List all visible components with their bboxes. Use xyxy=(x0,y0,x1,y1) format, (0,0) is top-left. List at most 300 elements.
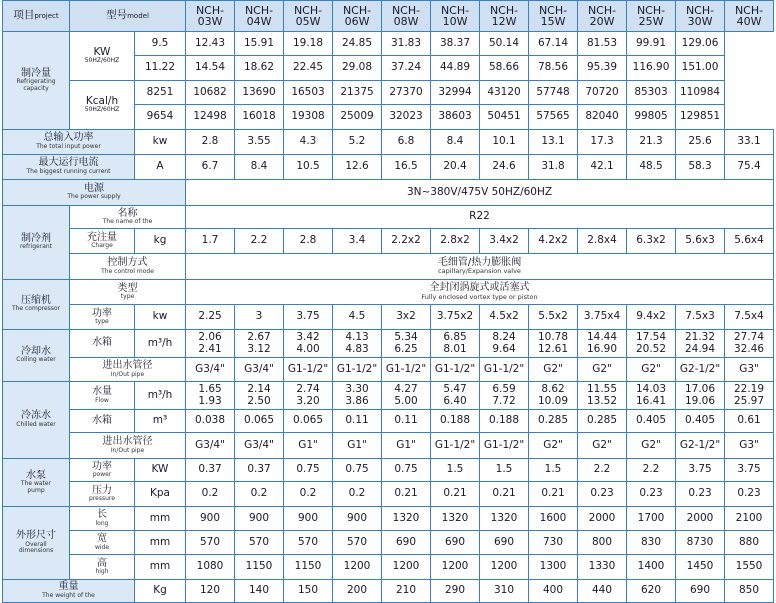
value-cell: 75.4 xyxy=(725,155,774,180)
refrigerant-name-label xyxy=(70,206,186,229)
unit-cell xyxy=(135,531,186,555)
model-prefix: NCH- xyxy=(244,4,274,17)
value-cell: 37.24 xyxy=(382,56,431,81)
value-cell: G1-1/2" xyxy=(431,433,480,459)
label-en: dimensions xyxy=(18,547,54,555)
model-en: model xyxy=(127,12,149,21)
value-cell: 570 xyxy=(333,531,382,555)
value-cell: 1700 xyxy=(627,507,676,531)
value-cell: G3/4" xyxy=(235,433,284,459)
label-en: Refrigerating xyxy=(16,78,56,86)
value-cell: 12498 xyxy=(186,105,235,130)
cooling-water-pipe-row xyxy=(3,358,774,382)
label-en: Colling water xyxy=(16,356,56,364)
label-en: Overall xyxy=(25,540,47,548)
model-column-header xyxy=(578,1,627,32)
value-cell: 67.14 xyxy=(529,32,578,56)
value-cell: G1-1/2" xyxy=(284,358,333,382)
model-code: 15W xyxy=(540,15,566,28)
value-cell: 880 xyxy=(725,531,774,555)
value-50hz: 6.85 xyxy=(443,331,467,344)
value-cell: 0.188 xyxy=(431,410,480,433)
length-label xyxy=(70,507,135,531)
value-50hz: 8.24 xyxy=(492,331,516,344)
unit: KW xyxy=(93,46,111,59)
value-cell: 6.3x2 xyxy=(627,229,676,254)
value-cell xyxy=(725,382,774,410)
cooling-kw-unit xyxy=(70,32,135,81)
value-cell xyxy=(725,330,774,358)
value-cell: 0.21 xyxy=(480,482,529,507)
label-en: The power supply xyxy=(67,193,121,201)
value-cell: 19.18 xyxy=(284,32,333,56)
unit: A xyxy=(156,160,164,173)
sublabel-en: Flow xyxy=(95,396,109,404)
value-cell: 50451 xyxy=(480,105,529,130)
value-cell xyxy=(235,382,284,410)
value-cell xyxy=(333,330,382,358)
unit-cell xyxy=(135,555,186,580)
model-column-header xyxy=(627,1,676,32)
value-cell: 2.2 xyxy=(235,229,284,254)
value-cell: G3/4" xyxy=(235,358,284,382)
sublabel-cn: 控制方式 xyxy=(107,257,148,269)
value-cell: 4.3 xyxy=(284,130,333,155)
length-row xyxy=(3,507,774,531)
weight-label xyxy=(3,580,135,603)
current-row xyxy=(3,155,774,180)
sublabel-en: high xyxy=(95,568,109,576)
compressor-type-label xyxy=(70,280,186,305)
value-60hz: 25.97 xyxy=(733,394,765,407)
unit-cell xyxy=(135,130,186,155)
cooling-kcal50-row xyxy=(3,81,774,105)
model-prefix: NCH- xyxy=(391,4,421,17)
value-cell xyxy=(627,382,676,410)
value-cell: 2.2 xyxy=(627,459,676,482)
value-50hz: 2.74 xyxy=(296,383,320,396)
value-cell: 32023 xyxy=(382,105,431,130)
label-cn: 重量 xyxy=(58,581,79,593)
value-cell: 2.2x2 xyxy=(382,229,431,254)
header-row xyxy=(3,1,774,32)
cooling-kw50-row xyxy=(3,32,774,56)
value-cell: 1.5 xyxy=(431,459,480,482)
value-cell: G1-1/2" xyxy=(382,358,431,382)
label-en: Chilled water xyxy=(16,420,56,428)
chilled-water-pipe-row xyxy=(3,433,774,459)
refrigerant-name-value: R22 xyxy=(186,206,774,229)
cooling-water-tank-row xyxy=(3,330,774,358)
sublabel-en: type xyxy=(120,293,135,301)
model-code: 06W xyxy=(344,15,370,28)
value-cell xyxy=(480,330,529,358)
pump-power-label xyxy=(70,459,135,482)
value-cell: 0.75 xyxy=(382,459,431,482)
unit: Kg xyxy=(153,584,167,597)
unit-cell xyxy=(135,507,186,531)
value-cell: 900 xyxy=(186,507,235,531)
unit-sub: 50HZ/60HZ xyxy=(84,57,120,65)
cooling-water-label xyxy=(3,330,70,382)
value-cell: 57748 xyxy=(529,81,578,105)
compressor-type-row xyxy=(3,280,774,305)
value-cell: 15.91 xyxy=(235,32,284,56)
sublabel-cn: 功率 xyxy=(92,307,112,319)
label-en: The biggest running current xyxy=(26,167,111,175)
unit: Kcal/h xyxy=(85,95,119,108)
model-column-header xyxy=(725,1,774,32)
value-cell: 0.23 xyxy=(627,482,676,507)
value-50hz: 8.62 xyxy=(541,383,565,396)
label-en: pump xyxy=(27,486,45,494)
value-60hz: 16.90 xyxy=(586,342,618,355)
value-60hz: 8.01 xyxy=(443,342,467,355)
value-cell: 2.2 xyxy=(578,459,627,482)
value-cell: 690 xyxy=(431,531,480,555)
value-cell xyxy=(627,330,676,358)
project-cn: 项目 xyxy=(13,9,35,22)
value-cell: 31.8 xyxy=(529,155,578,180)
value-60hz: 4.83 xyxy=(345,342,369,355)
value-cell: 151.00 xyxy=(676,56,725,81)
value-cell: 5.5x2 xyxy=(529,305,578,330)
value-cell xyxy=(186,330,235,358)
value-cell: 8730 xyxy=(676,531,725,555)
model-prefix: NCH- xyxy=(734,4,764,17)
value-cell: 1550 xyxy=(725,555,774,580)
value-cell: 1320 xyxy=(480,507,529,531)
value-60hz: 3.12 xyxy=(247,342,271,355)
unit: mm xyxy=(149,535,171,548)
value-cell xyxy=(676,382,725,410)
value-cell: G3/4" xyxy=(186,433,235,459)
height-label xyxy=(70,555,135,580)
value-60hz: 5.00 xyxy=(394,394,418,407)
value-cell: 3x2 xyxy=(382,305,431,330)
value-cell: 24.6 xyxy=(480,155,529,180)
value-cell: 4.5x2 xyxy=(480,305,529,330)
value-cell: G2" xyxy=(529,433,578,459)
value-cell: G1-1/2" xyxy=(480,433,529,459)
value-60hz: 3.20 xyxy=(296,394,320,407)
refrigerant-label xyxy=(3,206,70,280)
value-50hz: 10.78 xyxy=(537,331,569,344)
unit-cell xyxy=(135,382,186,410)
value-cell: 1200 xyxy=(382,555,431,580)
label-cn: 冷却水 xyxy=(21,345,51,357)
value-cell: G1" xyxy=(284,433,333,459)
chilled-water-flow-label xyxy=(70,382,135,410)
value-cell: 0.2 xyxy=(284,482,333,507)
value-cell: 690 xyxy=(480,531,529,555)
sublabel-en: wide xyxy=(94,543,110,551)
value-cell: 8.4 xyxy=(235,155,284,180)
value-cell xyxy=(529,330,578,358)
value-cell: 1320 xyxy=(382,507,431,531)
value-cell: 1600 xyxy=(529,507,578,531)
value-cell: 0.11 xyxy=(382,410,431,433)
value-cell: 3.75 xyxy=(284,305,333,330)
value-50hz: 2.06 xyxy=(198,331,222,344)
value-cell xyxy=(333,382,382,410)
value-cell: 0.23 xyxy=(725,482,774,507)
cooling-capacity-label xyxy=(3,32,70,130)
value-cell: 16.5 xyxy=(382,155,431,180)
label-cn: 压缩机 xyxy=(21,294,51,306)
value-60hz: 32.46 xyxy=(733,342,765,355)
value-cell: 0.285 xyxy=(529,410,578,433)
value-60hz: 13.52 xyxy=(586,394,618,407)
value-60hz: 20.52 xyxy=(635,342,667,355)
value-cell: 1150 xyxy=(235,555,284,580)
unit: m³/h xyxy=(147,388,173,401)
label-cn: 最大运行电流 xyxy=(38,157,99,169)
compressor-type-cn: 全封闭涡旋式或活塞式 xyxy=(429,282,530,294)
power-supply-label xyxy=(3,180,186,206)
value-60hz: 1.93 xyxy=(198,394,222,407)
model-prefix: NCH- xyxy=(342,4,372,17)
value-cell: G2" xyxy=(627,358,676,382)
value-60hz: 4.00 xyxy=(296,342,320,355)
value-cell: 1400 xyxy=(627,555,676,580)
value-cell: 58.3 xyxy=(676,155,725,180)
value-60hz: 7.72 xyxy=(492,394,516,407)
value-cell: 570 xyxy=(235,531,284,555)
value-cell: 110984 xyxy=(676,81,725,105)
value-50hz: 3.30 xyxy=(345,383,369,396)
control-mode-row xyxy=(3,254,774,280)
value-cell: 10.1 xyxy=(480,130,529,155)
refrigerant-charge-label xyxy=(70,229,135,254)
value-50hz: 6.59 xyxy=(492,383,516,396)
value-50hz: 11.55 xyxy=(586,383,618,396)
model-code: 12W xyxy=(491,15,517,28)
value-cell: 1150 xyxy=(284,555,333,580)
sublabel-cn: 名称 xyxy=(117,207,138,219)
compressor-type-en: Fully enclosed vortex type or piston xyxy=(421,292,538,301)
model-code: 04W xyxy=(246,15,272,28)
model-code: 20W xyxy=(589,15,615,28)
sublabel-en: type xyxy=(95,318,109,326)
unit-cell xyxy=(135,410,186,433)
value-cell: 0.038 xyxy=(186,410,235,433)
value-cell: 7.5x4 xyxy=(725,305,774,330)
value-cell: 82040 xyxy=(578,105,627,130)
model-column-header xyxy=(382,1,431,32)
value-cell: 48.5 xyxy=(627,155,676,180)
value-cell: G2" xyxy=(578,433,627,459)
value-cell: 99805 xyxy=(627,105,676,130)
power-supply-row xyxy=(3,180,774,206)
value-cell: 200 xyxy=(333,580,382,603)
sublabel-cn: 高 xyxy=(97,557,107,569)
label-en: refrigerant xyxy=(19,243,53,251)
unit-cell xyxy=(135,155,186,180)
value-cell: G2" xyxy=(529,358,578,382)
sublabel-en: In/Out pipe xyxy=(110,370,145,378)
control-mode-value xyxy=(186,254,774,280)
value-cell: G2" xyxy=(578,358,627,382)
value-50hz: 1.65 xyxy=(198,383,222,396)
label-cn: 冷冻水 xyxy=(21,410,51,422)
value-cell: 4.5 xyxy=(333,305,382,330)
label-cn: 水泵 xyxy=(26,469,46,481)
value-cell xyxy=(578,330,627,358)
value-cell: 25009 xyxy=(333,105,382,130)
label-en: capacity xyxy=(23,84,49,92)
value-cell: 8.4 xyxy=(431,130,480,155)
value-cell: 38.37 xyxy=(431,32,480,56)
model-code: 05W xyxy=(295,15,321,28)
value-60hz: 16.41 xyxy=(635,394,667,407)
refrigerant-name-row xyxy=(3,206,774,229)
value-cell: G2-1/2" xyxy=(676,433,725,459)
width-label xyxy=(70,531,135,555)
project-header xyxy=(3,1,70,32)
compressor-label xyxy=(3,280,70,330)
value-cell: 20.4 xyxy=(431,155,480,180)
value-cell: 10.5 xyxy=(284,155,333,180)
value-cell: 4.2x2 xyxy=(529,229,578,254)
value-cell: 116.90 xyxy=(627,56,676,81)
label-cn: 制冷剂 xyxy=(21,232,51,244)
value-cell: 0.23 xyxy=(676,482,725,507)
value-cell: 22.45 xyxy=(284,56,333,81)
sublabel-en: In/Out pipe xyxy=(110,446,145,454)
value-50hz: 14.03 xyxy=(635,383,667,396)
value-50hz: 4.13 xyxy=(345,331,369,344)
value-cell: 18.62 xyxy=(235,56,284,81)
value-50hz: 3.42 xyxy=(296,331,320,344)
value-cell xyxy=(676,330,725,358)
value-cell: 0.285 xyxy=(578,410,627,433)
value-cell: 0.405 xyxy=(627,410,676,433)
sublabel-en: The control mode xyxy=(101,267,154,275)
cooling-kcal-unit xyxy=(70,81,135,130)
unit-sub: 50HZ/60HZ xyxy=(84,106,120,114)
value-cell: 2100 xyxy=(725,507,774,531)
value-cell: 85303 xyxy=(627,81,676,105)
unit: kg xyxy=(153,234,167,247)
model-prefix: NCH- xyxy=(538,4,568,17)
unit-cell xyxy=(135,482,186,507)
label-en: The compressor xyxy=(11,305,61,313)
value-cell: 12.43 xyxy=(186,32,235,56)
value-cell: 29.08 xyxy=(333,56,382,81)
value-cell: 70720 xyxy=(578,81,627,105)
pump-pressure-label xyxy=(70,482,135,507)
value-cell: 3.4 xyxy=(333,229,382,254)
value-cell: 0.065 xyxy=(284,410,333,433)
value-60hz: 6.25 xyxy=(394,342,418,355)
value-cell: 25.6 xyxy=(676,130,725,155)
value-cell: 3 xyxy=(235,305,284,330)
value-cell: G1" xyxy=(333,433,382,459)
control-mode-cn: 毛细管/热力膨胀阀 xyxy=(437,256,522,268)
value-50hz: 27.74 xyxy=(733,331,765,344)
value-cell: G3" xyxy=(725,433,774,459)
value-60hz: 9.64 xyxy=(492,342,516,355)
value-cell: 400 xyxy=(529,580,578,603)
label-cn: 总输入功率 xyxy=(43,132,94,144)
value-cell: 31.83 xyxy=(382,32,431,56)
model-code: 03W xyxy=(197,15,223,28)
model-prefix: NCH- xyxy=(489,4,519,17)
value-cell: 2.8 xyxy=(284,229,333,254)
value-cell xyxy=(235,330,284,358)
value-cell xyxy=(431,330,480,358)
model-prefix: NCH- xyxy=(293,4,323,17)
sublabel-en: Charge xyxy=(91,242,113,250)
sublabel-cn: 宽 xyxy=(97,533,107,545)
value-cell: 690 xyxy=(382,531,431,555)
value-cell: 1080 xyxy=(186,555,235,580)
value-cell: 16018 xyxy=(235,105,284,130)
compressor-power-label xyxy=(70,305,135,330)
model-code: 25W xyxy=(638,15,664,28)
sublabel-cn: 水箱 xyxy=(92,414,112,426)
value-cell: 44.89 xyxy=(431,56,480,81)
value-cell: 1200 xyxy=(333,555,382,580)
value-cell: 0.75 xyxy=(333,459,382,482)
value-cell: 24.85 xyxy=(333,32,382,56)
value-cell: G2" xyxy=(627,433,676,459)
value-cell: 19308 xyxy=(284,105,333,130)
value-cell: 850 xyxy=(725,580,774,603)
value-cell: 3.4x2 xyxy=(480,229,529,254)
value-cell: 150 xyxy=(284,580,333,603)
value-cell: 900 xyxy=(333,507,382,531)
power-row xyxy=(3,130,774,155)
model-cn: 型号 xyxy=(106,9,128,22)
value-cell xyxy=(382,330,431,358)
value-cell: 830 xyxy=(627,531,676,555)
chilled-water-flow-row xyxy=(3,382,774,410)
unit-cell xyxy=(135,459,186,482)
model-prefix: NCH- xyxy=(685,4,715,17)
value-cell: 14.54 xyxy=(186,56,235,81)
value-cell: G2-1/2" xyxy=(676,358,725,382)
unit: mm xyxy=(149,511,171,524)
value-cell: 1200 xyxy=(431,555,480,580)
sublabel-cn: 长 xyxy=(97,509,107,521)
weight-row xyxy=(3,580,774,603)
model-prefix: NCH- xyxy=(587,4,617,17)
value-cell: 2000 xyxy=(578,507,627,531)
sublabel-en: power xyxy=(92,471,112,479)
value-cell: G3/4" xyxy=(186,358,235,382)
value-60hz: 6.40 xyxy=(443,394,467,407)
specification-table xyxy=(2,0,774,603)
value-cell: G1" xyxy=(382,433,431,459)
value-cell: 1200 xyxy=(480,555,529,580)
unit: kw xyxy=(152,135,168,148)
value-cell: 0.21 xyxy=(529,482,578,507)
value-cell xyxy=(480,382,529,410)
model-column-header xyxy=(333,1,382,32)
sublabel-en: The name of the xyxy=(102,218,153,226)
value-cell: 1330 xyxy=(578,555,627,580)
value-cell xyxy=(186,382,235,410)
value-cell: 2.25 xyxy=(186,305,235,330)
control-mode-en: capillary/Expansion valve xyxy=(438,267,521,276)
value-cell: 6.8 xyxy=(382,130,431,155)
unit-cell xyxy=(135,580,186,603)
value-cell: 16503 xyxy=(284,81,333,105)
unit: mm xyxy=(149,560,171,573)
model-column-header xyxy=(186,1,235,32)
